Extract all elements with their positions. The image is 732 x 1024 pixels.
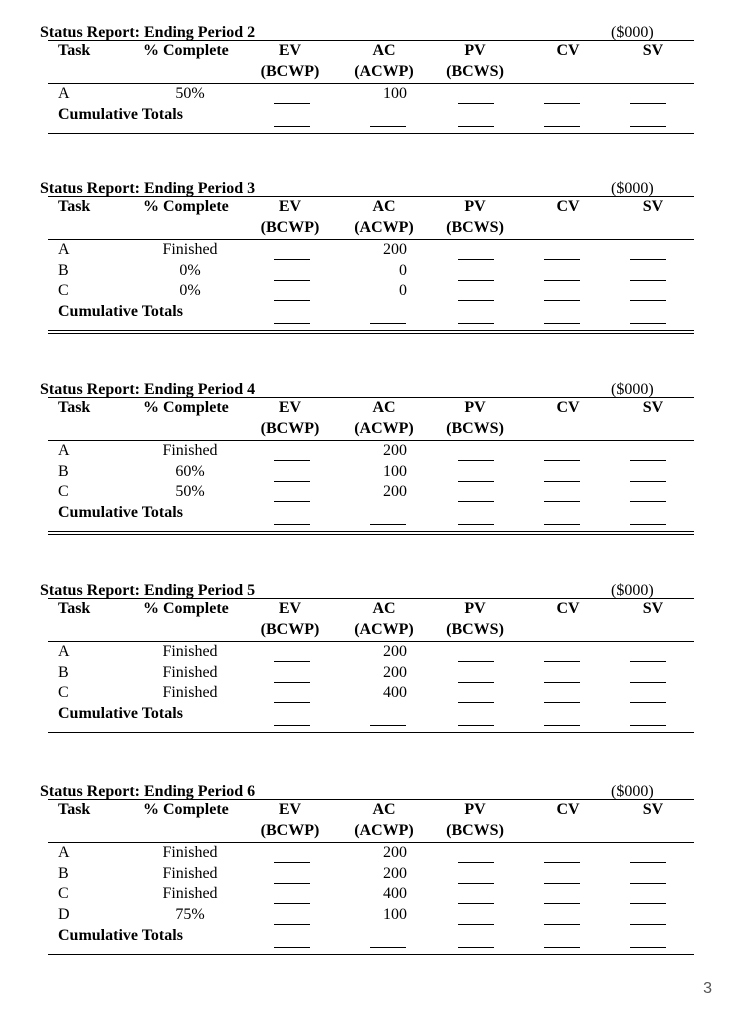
pv-total-blank xyxy=(458,947,494,948)
ac-cell: 200 xyxy=(383,864,407,882)
pv-blank xyxy=(458,661,494,662)
sv-blank xyxy=(630,460,666,461)
header-pv-sub: (BCWS) xyxy=(446,63,504,80)
cv-total-blank xyxy=(544,323,580,324)
header-ac-sub: (ACWP) xyxy=(354,621,414,638)
header-pv-sub: (BCWS) xyxy=(446,219,504,236)
page-number: 3 xyxy=(703,980,712,997)
ev-blank xyxy=(274,460,310,461)
pv-blank xyxy=(458,862,494,863)
bottom-rule xyxy=(48,330,694,334)
ev-blank xyxy=(274,702,310,703)
ev-total-blank xyxy=(274,126,310,127)
header-ac-sub: (ACWP) xyxy=(354,63,414,80)
pct-complete-cell: Finished xyxy=(162,442,218,459)
sv-blank xyxy=(630,682,666,683)
pct-complete-cell: 50% xyxy=(175,483,205,501)
status-report-4 xyxy=(0,381,732,561)
pct-complete-cell: Finished xyxy=(162,885,218,903)
header-cv: CV xyxy=(556,399,580,416)
cumulative-totals-label: Cumulative Totals xyxy=(58,504,183,522)
header-sv: SV xyxy=(642,801,664,818)
sv-blank xyxy=(630,883,666,884)
sv-blank xyxy=(630,259,666,260)
header-ev: EV xyxy=(278,399,302,416)
pct-complete-cell: Finished xyxy=(162,844,218,861)
sv-total-blank xyxy=(630,126,666,127)
task-cell: A xyxy=(58,442,70,459)
ev-blank xyxy=(274,924,310,925)
pv-total-blank xyxy=(458,725,494,726)
ev-blank xyxy=(274,903,310,904)
cv-blank xyxy=(544,300,580,301)
pct-complete-cell: 0% xyxy=(179,261,201,279)
ac-cell: 200 xyxy=(383,844,407,861)
pct-complete-cell: Finished xyxy=(162,241,218,258)
header-ev: EV xyxy=(278,600,302,617)
task-cell: B xyxy=(58,261,69,279)
header-sv: SV xyxy=(642,600,664,617)
sv-blank xyxy=(630,862,666,863)
pct-complete-cell: Finished xyxy=(162,643,218,660)
header-pct-complete: % Complete xyxy=(143,801,229,818)
task-cell: C xyxy=(58,483,69,501)
report-title: Status Report: Ending Period 3 xyxy=(40,180,256,197)
bottom-rule xyxy=(48,954,694,955)
sv-blank xyxy=(630,903,666,904)
header-pv: PV xyxy=(464,801,486,818)
report-title: Status Report: Ending Period 5 xyxy=(40,582,256,599)
ac-cell: 200 xyxy=(383,241,407,258)
cv-blank xyxy=(544,280,580,281)
header-ev-sub: (BCWP) xyxy=(260,420,320,437)
cv-total-blank xyxy=(544,524,580,525)
cv-blank xyxy=(544,682,580,683)
ac-total-blank xyxy=(370,323,406,324)
sv-blank xyxy=(630,661,666,662)
sv-blank xyxy=(630,501,666,502)
ev-blank xyxy=(274,103,310,104)
pv-blank xyxy=(458,883,494,884)
pv-blank xyxy=(458,481,494,482)
pv-total-blank xyxy=(458,323,494,324)
ac-total-blank xyxy=(370,725,406,726)
task-cell: C xyxy=(58,684,69,702)
header-task: Task xyxy=(58,600,91,617)
header-ac: AC xyxy=(372,801,396,818)
header-pct-complete: % Complete xyxy=(143,399,229,416)
header-ac: AC xyxy=(372,198,396,215)
ev-blank xyxy=(274,280,310,281)
pv-blank xyxy=(458,903,494,904)
pct-complete-cell: Finished xyxy=(162,663,218,681)
header-ev-sub: (BCWP) xyxy=(260,63,320,80)
ev-blank xyxy=(274,300,310,301)
report-title: Status Report: Ending Period 2 xyxy=(40,24,256,41)
pv-total-blank xyxy=(458,524,494,525)
ev-blank xyxy=(274,481,310,482)
cumulative-totals-label: Cumulative Totals xyxy=(58,105,183,123)
task-cell: B xyxy=(58,663,69,681)
header-ev-sub: (BCWP) xyxy=(260,822,320,839)
pct-complete-cell: 75% xyxy=(175,906,205,924)
sv-blank xyxy=(630,702,666,703)
ac-total-blank xyxy=(370,947,406,948)
header-sv: SV xyxy=(642,198,664,215)
header-cv: CV xyxy=(556,42,580,59)
sv-total-blank xyxy=(630,725,666,726)
cv-blank xyxy=(544,259,580,260)
ev-total-blank xyxy=(274,323,310,324)
cv-total-blank xyxy=(544,126,580,127)
ev-blank xyxy=(274,501,310,502)
header-cv: CV xyxy=(556,198,580,215)
ev-total-blank xyxy=(274,947,310,948)
header-ev: EV xyxy=(278,198,302,215)
header-pv: PV xyxy=(464,399,486,416)
ac-cell: 200 xyxy=(383,483,407,501)
cumulative-totals-label: Cumulative Totals xyxy=(58,303,183,321)
header-ac-sub: (ACWP) xyxy=(354,219,414,236)
header-task: Task xyxy=(58,801,91,818)
header-pv-sub: (BCWS) xyxy=(446,420,504,437)
sv-total-blank xyxy=(630,323,666,324)
ac-cell: 100 xyxy=(383,906,407,924)
task-cell: B xyxy=(58,864,69,882)
header-ev-sub: (BCWP) xyxy=(260,219,320,236)
sv-blank xyxy=(630,300,666,301)
ac-total-blank xyxy=(370,524,406,525)
header-pv-sub: (BCWS) xyxy=(446,822,504,839)
header-pct-complete: % Complete xyxy=(143,42,229,59)
header-cv: CV xyxy=(556,600,580,617)
header-task: Task xyxy=(58,399,91,416)
ac-cell: 400 xyxy=(383,885,407,903)
ac-cell: 200 xyxy=(383,663,407,681)
ac-total-blank xyxy=(370,126,406,127)
task-cell: A xyxy=(58,844,70,861)
header-task: Task xyxy=(58,198,91,215)
cv-blank xyxy=(544,481,580,482)
pct-complete-cell: Finished xyxy=(162,684,218,702)
ac-cell: 0 xyxy=(399,261,407,279)
units-label: ($000) xyxy=(611,582,654,599)
cv-total-blank xyxy=(544,947,580,948)
sv-total-blank xyxy=(630,947,666,948)
ev-total-blank xyxy=(274,524,310,525)
header-ac: AC xyxy=(372,42,396,59)
ev-blank xyxy=(274,259,310,260)
task-cell: A xyxy=(58,643,70,660)
pv-total-blank xyxy=(458,126,494,127)
pct-complete-cell: 50% xyxy=(175,85,205,102)
header-sv: SV xyxy=(642,399,664,416)
sv-blank xyxy=(630,924,666,925)
header-ac: AC xyxy=(372,399,396,416)
pv-blank xyxy=(458,924,494,925)
status-report-5 xyxy=(0,582,732,762)
header-ac-sub: (ACWP) xyxy=(354,822,414,839)
pv-blank xyxy=(458,682,494,683)
cv-blank xyxy=(544,501,580,502)
header-pv: PV xyxy=(464,198,486,215)
task-cell: B xyxy=(58,462,69,480)
cv-total-blank xyxy=(544,725,580,726)
cv-blank xyxy=(544,903,580,904)
status-report-3 xyxy=(0,180,732,360)
header-pv-sub: (BCWS) xyxy=(446,621,504,638)
cv-blank xyxy=(544,862,580,863)
task-cell: C xyxy=(58,885,69,903)
header-ev-sub: (BCWP) xyxy=(260,621,320,638)
pv-blank xyxy=(458,460,494,461)
pv-blank xyxy=(458,280,494,281)
header-cv: CV xyxy=(556,801,580,818)
header-pv: PV xyxy=(464,600,486,617)
ev-blank xyxy=(274,862,310,863)
header-ev: EV xyxy=(278,801,302,818)
task-cell: D xyxy=(58,906,70,924)
header-ev: EV xyxy=(278,42,302,59)
pv-blank xyxy=(458,300,494,301)
cv-blank xyxy=(544,103,580,104)
pv-blank xyxy=(458,501,494,502)
sv-blank xyxy=(630,280,666,281)
ev-blank xyxy=(274,883,310,884)
header-ac: AC xyxy=(372,600,396,617)
sv-blank xyxy=(630,481,666,482)
ac-cell: 200 xyxy=(383,442,407,459)
pv-blank xyxy=(458,259,494,260)
units-label: ($000) xyxy=(611,24,654,41)
pv-blank xyxy=(458,702,494,703)
header-ac-sub: (ACWP) xyxy=(354,420,414,437)
units-label: ($000) xyxy=(611,180,654,197)
cv-blank xyxy=(544,883,580,884)
task-cell: C xyxy=(58,282,69,300)
sv-total-blank xyxy=(630,524,666,525)
header-task: Task xyxy=(58,42,91,59)
cv-blank xyxy=(544,460,580,461)
task-cell: A xyxy=(58,85,70,102)
units-label: ($000) xyxy=(611,381,654,398)
ev-total-blank xyxy=(274,725,310,726)
cv-blank xyxy=(544,924,580,925)
header-pv: PV xyxy=(464,42,486,59)
status-report-6 xyxy=(0,783,732,963)
task-cell: A xyxy=(58,241,70,258)
report-title: Status Report: Ending Period 6 xyxy=(40,783,256,800)
pct-complete-cell: 0% xyxy=(179,282,201,300)
ev-blank xyxy=(274,661,310,662)
header-pct-complete: % Complete xyxy=(143,198,229,215)
pv-blank xyxy=(458,103,494,104)
ac-cell: 0 xyxy=(399,282,407,300)
bottom-rule xyxy=(48,133,694,134)
header-pct-complete: % Complete xyxy=(143,600,229,617)
units-label: ($000) xyxy=(611,783,654,800)
ac-cell: 100 xyxy=(383,85,407,102)
ac-cell: 200 xyxy=(383,643,407,660)
sv-blank xyxy=(630,103,666,104)
cv-blank xyxy=(544,702,580,703)
cumulative-totals-label: Cumulative Totals xyxy=(58,705,183,723)
cv-blank xyxy=(544,661,580,662)
bottom-rule xyxy=(48,531,694,535)
report-title: Status Report: Ending Period 4 xyxy=(40,381,256,398)
ac-cell: 400 xyxy=(383,684,407,702)
status-report-2 xyxy=(0,24,732,204)
ev-blank xyxy=(274,682,310,683)
cumulative-totals-label: Cumulative Totals xyxy=(58,926,183,944)
ac-cell: 100 xyxy=(383,462,407,480)
pct-complete-cell: 60% xyxy=(175,462,205,480)
pct-complete-cell: Finished xyxy=(162,864,218,882)
bottom-rule xyxy=(48,732,694,733)
header-sv: SV xyxy=(642,42,664,59)
